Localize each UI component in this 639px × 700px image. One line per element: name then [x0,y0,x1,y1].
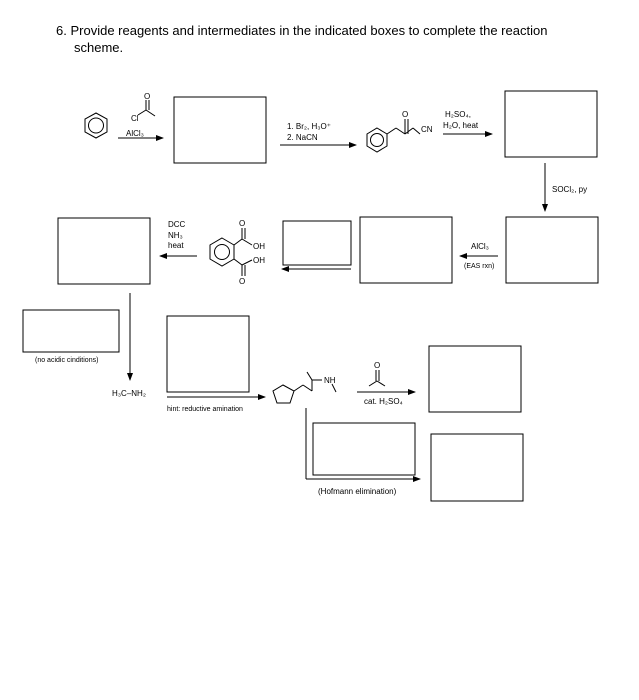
methylamine-label: H₃C–NH₂ [112,389,146,398]
cyanide-reagent-label: 2. NaCN [287,133,318,142]
bromination-reagent-label: 1. Br₂, H₃O⁺ [287,122,331,131]
answer-box-11[interactable] [431,434,523,501]
alcl3-label: AlCl₃ [126,129,144,138]
cat-h2so4-label: cat. H₂SO₄ [364,397,403,406]
acetone-o-label: O [374,361,381,370]
alcl3-eas-label: AlCl₃ [471,242,489,251]
heat-label: heat [168,241,184,250]
reductive-amination-hint: hint: reductive amination [167,406,243,413]
hofmann-label: (Hofmann elimination) [318,487,397,496]
socl2-label: SOCl₂, py [552,185,588,194]
oh-top-label: OH [253,242,265,251]
benzoylacetonitrile-structure [367,119,420,152]
hydrolysis-acid-label: H₂SO₄, [445,110,471,119]
ketone-o-label: O [402,110,409,119]
benzene-structure [85,113,107,138]
dcc-label: DCC [168,220,186,229]
acid-o-top-label: O [239,219,246,228]
phthalic-acid-structure [210,228,252,276]
oh-bottom-label: OH [253,256,265,265]
nh-label: NH [324,376,336,385]
answer-box-4[interactable] [360,217,452,283]
answer-box-8[interactable] [167,316,249,392]
answer-box-1[interactable] [174,97,266,163]
eas-rxn-label: (EAS rxn) [464,263,495,270]
acetone-structure [369,370,385,386]
acetyl-chloride-structure [138,100,155,116]
hydrolysis-conditions-label: H₂O, heat [443,121,479,130]
reagent-box-5[interactable] [283,221,351,265]
question-line1: Provide reagents and intermediates in the indicated boxes to complete the reaction [70,23,548,38]
question-number: 6. [56,23,67,38]
acid-chloride-cl-label: Cl [131,114,139,123]
acid-o-bottom-label: O [239,277,246,286]
answer-box-9[interactable] [429,346,521,412]
nitrile-cn-label: CN [421,125,433,134]
nh3-label: NH₃ [168,231,183,240]
reagent-box-7[interactable] [23,310,119,352]
reagent-box-10[interactable] [313,423,415,475]
no-acidic-conditions-label: (no acidic cinditions) [35,357,99,364]
answer-box-6[interactable] [58,218,150,284]
answer-box-2[interactable] [505,91,597,157]
carbonyl-o-label: O [144,92,151,101]
answer-box-3[interactable] [506,217,598,283]
question-line2: scheme. [74,40,124,55]
